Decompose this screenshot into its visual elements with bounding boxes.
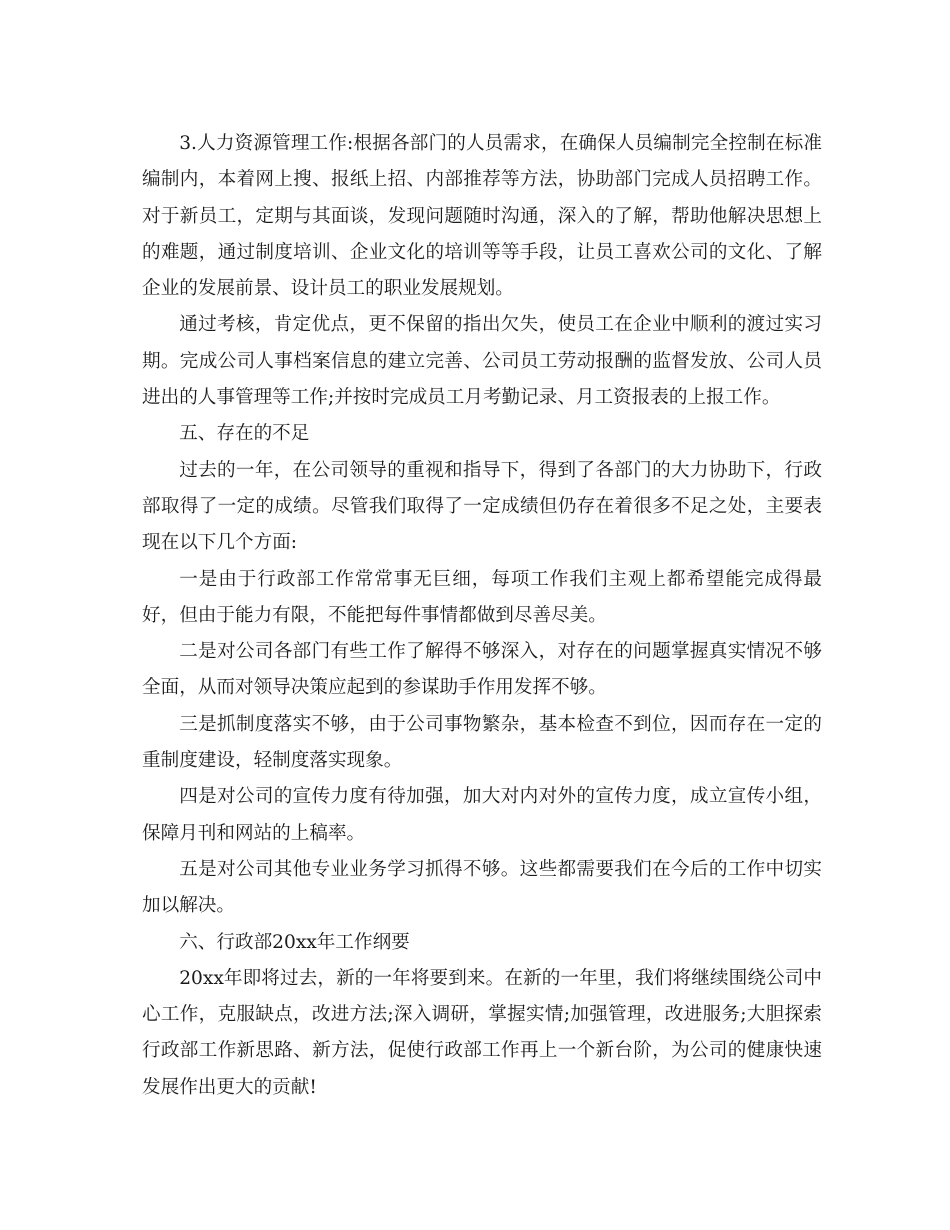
paragraph-past-year: 过去的一年，在公司领导的重视和指导下，得到了各部门的大力协助下，行政部取得了一定的成绩。尽管我们取得了一定成绩但仍存在着很多不足之处，主要表现在以下几个方面:: [142, 459, 822, 554]
paragraph-new-year: 20xx年即将过去，新的一年将要到来。在新的一年里，我们将继续围绕公司中心工作，克服缺点，改进方法;深入调研，掌握实情;加强管理，改进服务;大胆探索行政部工作新思路、新方法，促使行政部工作再上一个新台阶，为公司的健康快速发展作出更大的贡献!: [142, 967, 822, 1098]
section-heading-outline: 六、行政部20xx年工作纲要: [179, 931, 410, 953]
paragraph-point-four: 四是对公司的宣传力度有待加强，加大对内对外的宣传力度，成立宣传小组，保障月刊和网站的上稿率。: [142, 786, 822, 844]
paragraph-assessment: 通过考核，肯定优点，更不保留的指出欠失，使员工在企业中顺利的渡过实习期。完成公司人事档案信息的建立完善、公司员工劳动报酬的监督发放、公司人员进出的人事管理等工作;并按时完成员工月考勤记录、月工资报表的上报工作。: [142, 314, 822, 409]
paragraph-point-two: 二是对公司各部门有些工作了解得不够深入，对存在的问题掌握真实情况不够全面，从而对领导决策应起到的参谋助手作用发挥不够。: [142, 641, 822, 699]
document-page: [142, 126, 822, 1106]
section-heading-shortcomings: 五、存在的不足: [179, 423, 310, 445]
paragraph-point-one: 一是由于行政部工作常常事无巨细，每项工作我们主观上都希望能完成得最好，但由于能力有限，不能把每件事情都做到尽善尽美。: [142, 568, 822, 626]
paragraph-point-five: 五是对公司其他专业业务学习抓得不够。这些都需要我们在今后的工作中切实加以解决。: [142, 858, 822, 917]
paragraph-hr-management: 3.人力资源管理工作:根据各部门的人员需求，在确保人员编制完全控制在标准编制内，本着网上搜、报纸上招、内部推荐等方法，协助部门完成人员招聘工作。对于新员工，定期与其面谈，发现问题随时沟通，深入的了解，帮助他解决思想上的难题，通过制度培训、企业文化的培训等等手段，让员工喜欢公司的文化、了解企业的发展前景、设计员工的职业发展规划。: [142, 133, 822, 300]
paragraph-point-three: 三是抓制度落实不够，由于公司事物繁杂，基本检查不到位，因而存在一定的重制度建设，轻制度落实现象。: [142, 713, 822, 772]
